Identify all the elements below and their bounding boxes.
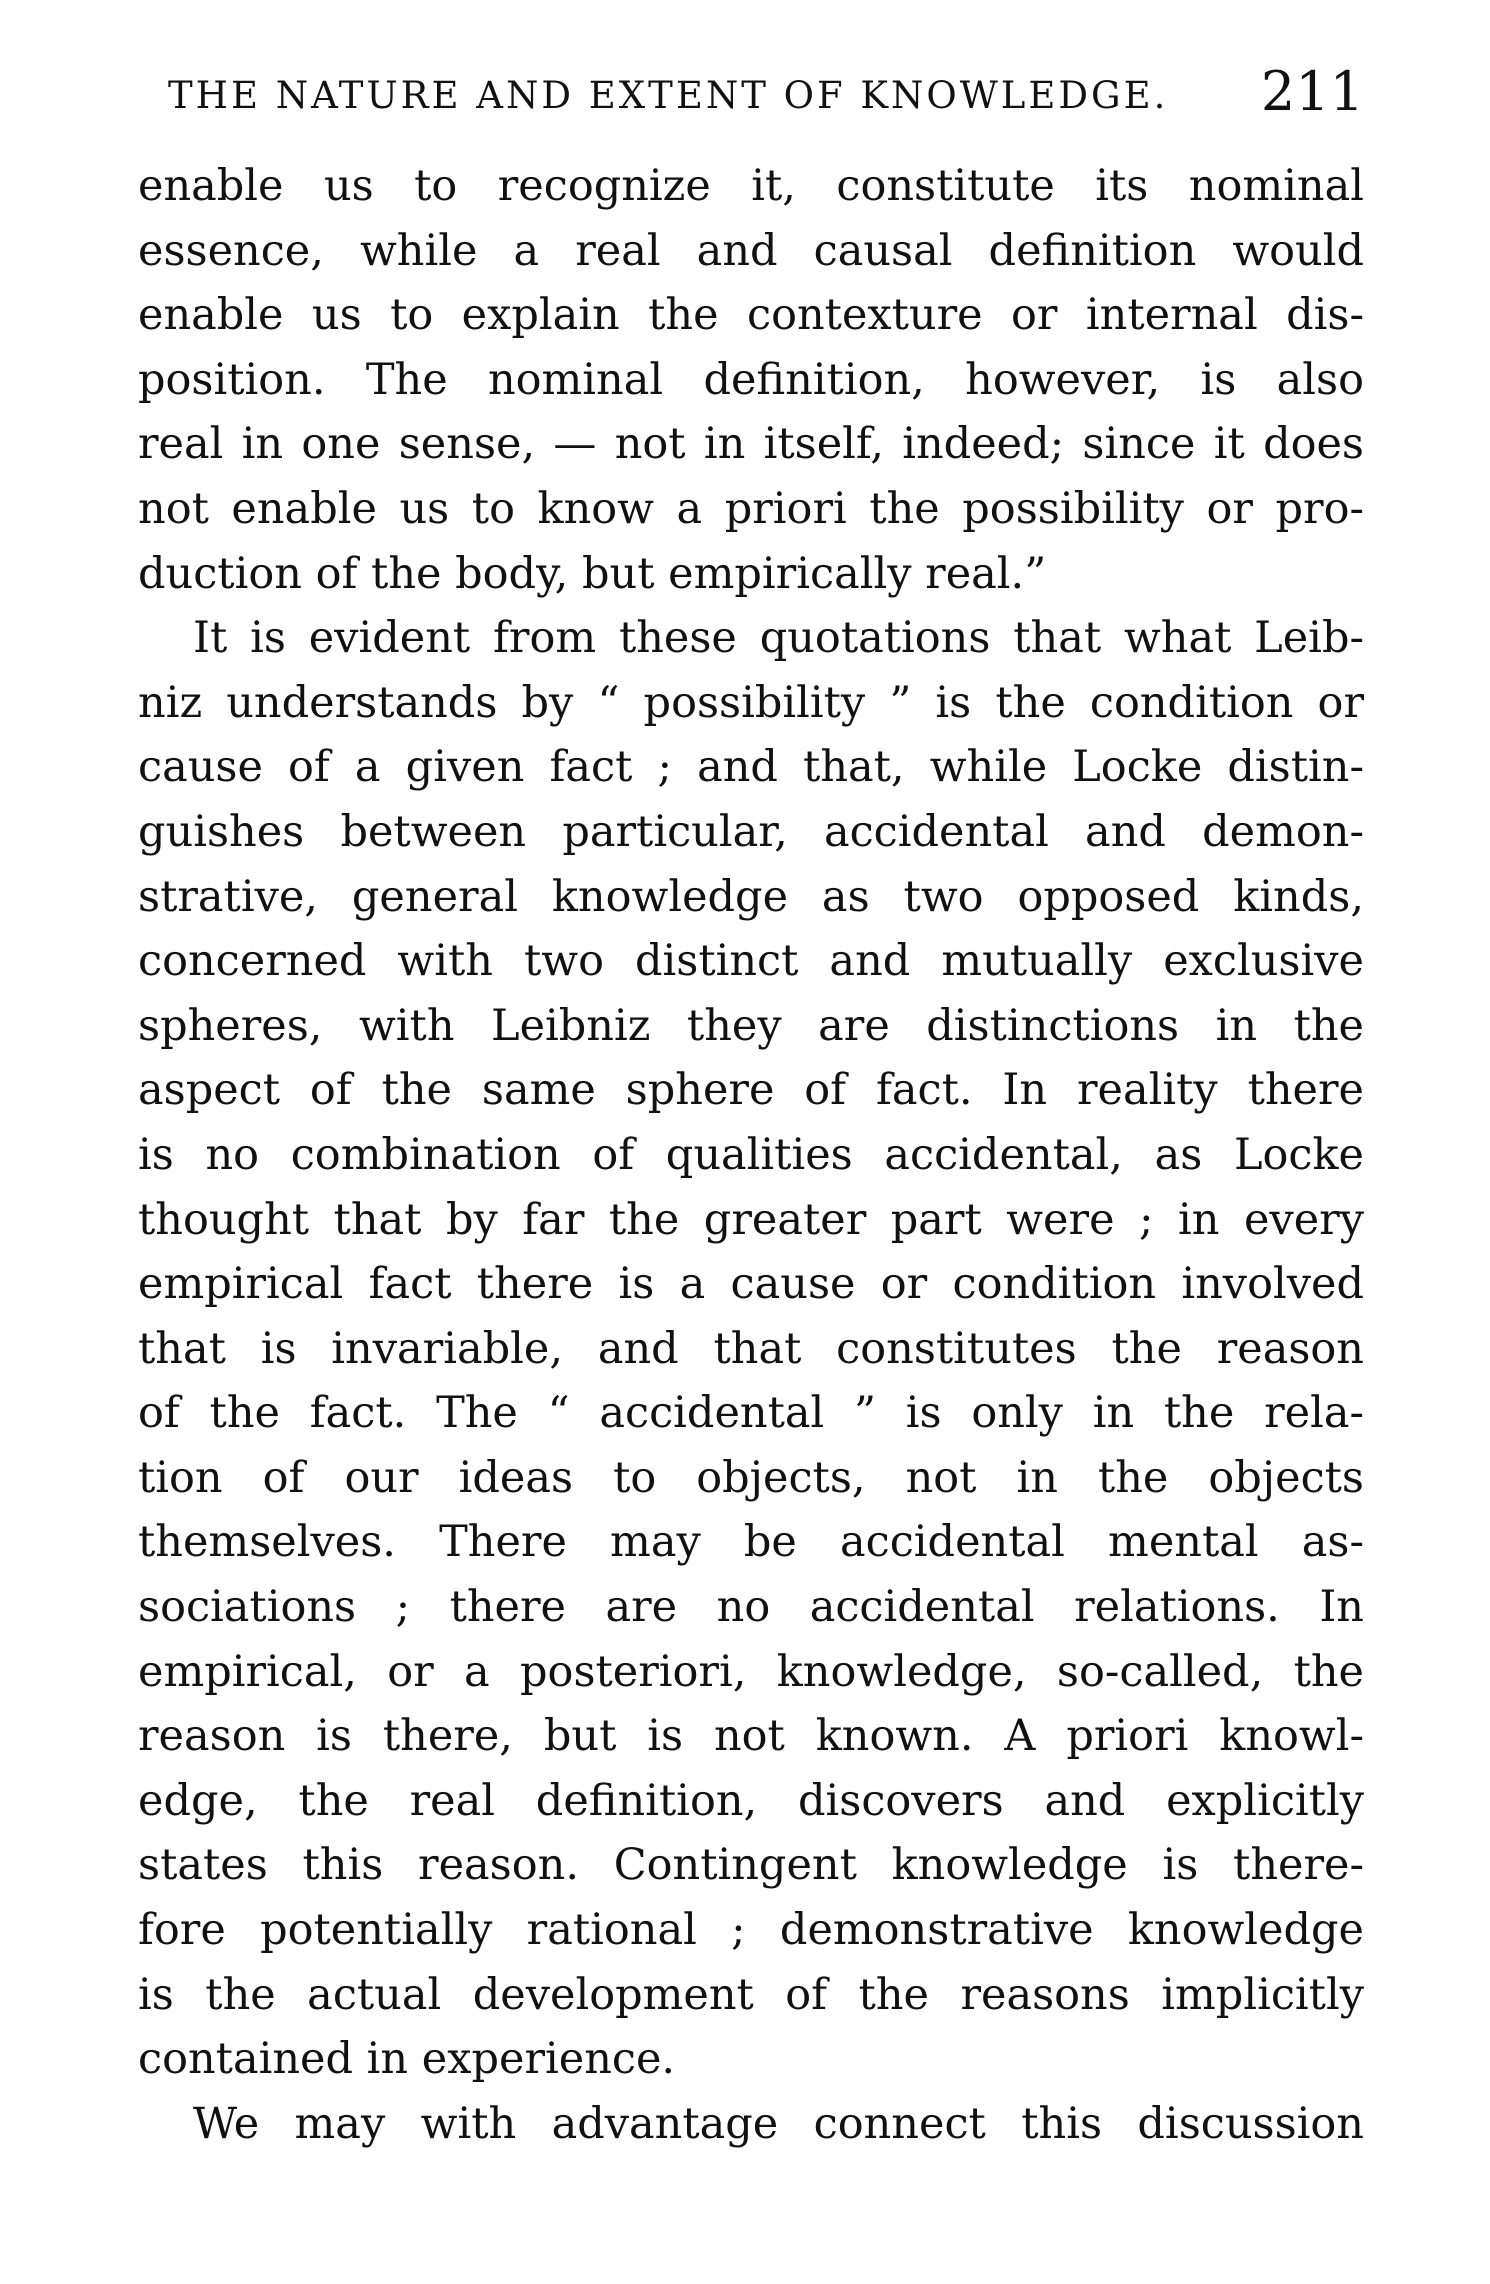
- text-line: enable us to explain the contexture or internal dis-: [138, 290, 1364, 341]
- text-line: real in one sense, — not in itself, indeed; since it does: [138, 419, 1364, 470]
- text-line: strative, general knowledge as two opposed kinds,: [138, 871, 1364, 922]
- text-line: concerned with two distinct and mutually exclusive: [138, 936, 1364, 987]
- text-line: essence, while a real and causal definition would: [138, 225, 1364, 276]
- text-line: that is invariable, and that constitutes the reason: [138, 1323, 1364, 1374]
- text-line: states this reason. Contingent knowledge is there-: [138, 1840, 1364, 1891]
- text-line: empirical, or a posteriori, knowledge, so-called, the: [138, 1646, 1364, 1697]
- text-line: of the fact. The “ accidental ” is only in the rela-: [138, 1388, 1364, 1439]
- text-line: empirical fact there is a cause or condition involved: [138, 1259, 1364, 1310]
- text-line: thought that by far the greater part were ; in every: [138, 1194, 1364, 1245]
- text-line: tion of our ideas to objects, not in the objects: [138, 1452, 1364, 1503]
- text-line: spheres, with Leibniz they are distinctions in the: [138, 1000, 1364, 1051]
- text-line: reason is there, but is not known. A priori knowl-: [138, 1711, 1364, 1762]
- text-line: position. The nominal definition, however, is also: [138, 354, 1364, 405]
- text-line: enable us to recognize it, constitute its nominal: [138, 161, 1364, 211]
- running-title: THE NATURE AND EXTENT OF KNOWLEDGE.: [168, 74, 1169, 117]
- text-line: edge, the real definition, discovers and explicitly: [138, 1775, 1364, 1826]
- text-line: guishes between particular, accidental and demon-: [138, 806, 1364, 857]
- text-line: is the actual development of the reasons implicitly: [138, 1969, 1364, 2020]
- text-line: fore potentially rational ; demonstrative knowledge: [138, 1905, 1364, 1956]
- body-text: [138, 154, 1364, 2156]
- text-line: aspect of the same sphere of fact. In reality there: [138, 1065, 1364, 1116]
- text-line: duction of the body, but empirically real.”: [138, 548, 1047, 599]
- text-line: We may with advantage connect this discussion: [193, 2098, 1364, 2149]
- text-line: not enable us to know a priori the possibility or pro-: [138, 483, 1364, 534]
- page-number: 211: [1260, 60, 1364, 123]
- text-line: cause of a given fact ; and that, while Locke distin-: [138, 742, 1364, 793]
- text-line: is no combination of qualities accidental, as Locke: [138, 1129, 1364, 1180]
- text-line: niz understands by “ possibility ” is the condition or: [138, 677, 1364, 728]
- text-line: themselves. There may be accidental mental as-: [138, 1517, 1364, 1568]
- text-line: contained in experience.: [138, 2034, 676, 2085]
- running-head: [138, 60, 1364, 130]
- text-line: sociations ; there are no accidental relations. In: [138, 1582, 1364, 1633]
- text-line: It is evident from these quotations that what Leib-: [193, 613, 1364, 664]
